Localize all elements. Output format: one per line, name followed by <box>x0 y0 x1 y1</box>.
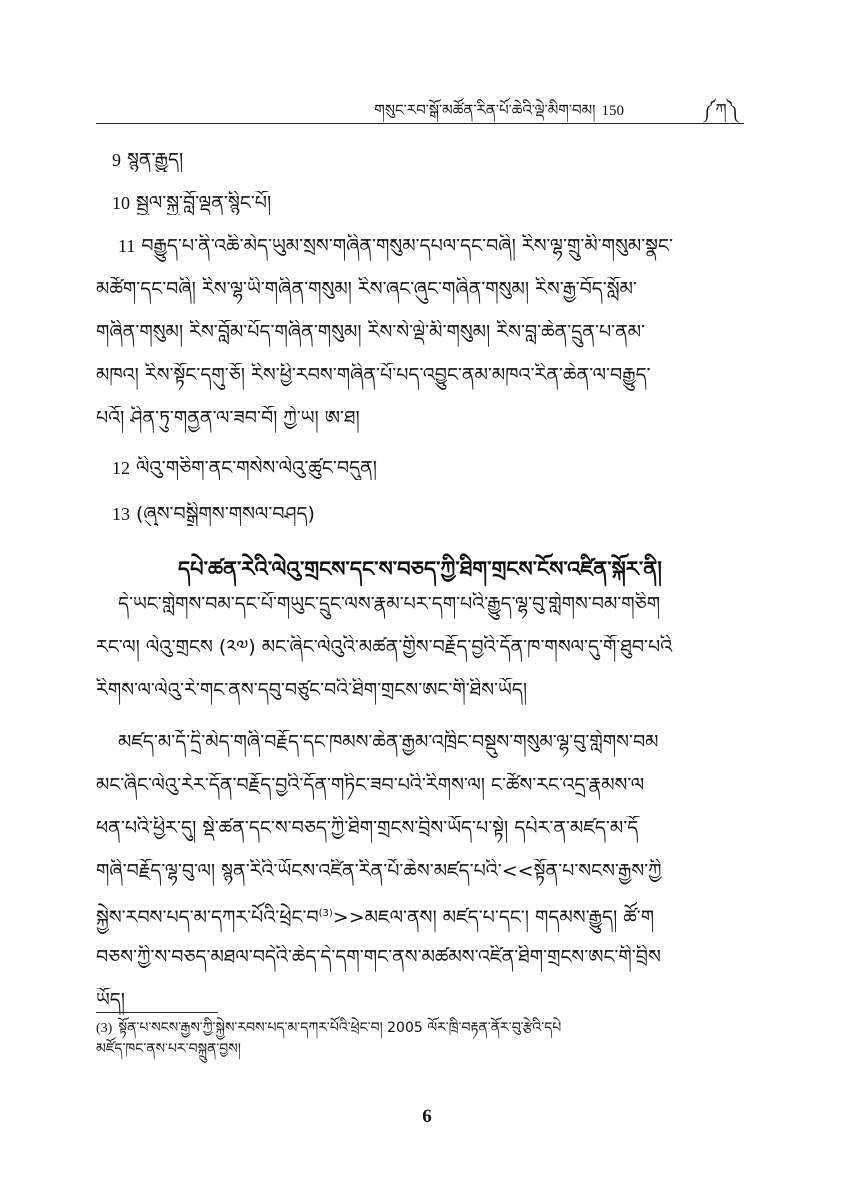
header-rule <box>96 123 744 124</box>
text-line-content: >>མཇལ་ནས། མཛད་པ་དང་། གདམས་རྒྱུད། ཚོ་ག <box>332 906 655 929</box>
text-line-content: བརྒྱུད་པ་ནི་འཆི་མེད་ཡུམ་སྲས་གཞིན་གསུམ་དཔལ་དང་བཞི། རིས་ལྷ་གྲུ་མི་གསུམ་སྣང་ <box>141 235 673 257</box>
text-line: རང་ལ། ལེའུ་གྲངས (༢༧) མང་ཞིང་ལེའུའི་མཚན་གྱིས་བརྗོད་བྱའི་དོན་ཁ་གསལ་དུ་གོ་ཐུབ་པའི <box>96 636 673 658</box>
footnote-mark: (3) <box>96 1021 113 1036</box>
header-title <box>374 94 624 136</box>
text-line <box>96 234 744 277</box>
section-heading: དཔེ་ཚན་རེའི་ལེའུ་གྲངས་དང་ས་བཅད་ཀྱི་ཐིག་གྲངས་ངོས་འཛིན་སྐོར་ནི། <box>178 557 662 581</box>
text-line: ཡོད། <box>96 989 125 1011</box>
footnote-line <box>96 1018 744 1039</box>
text-line: གཞིན་གསུམ། རིས་བློམ་པོད་གཞིན་གསུམ། རིས་སེ་ལྡེ་མི་གསུམ། རིས་བླ་ཆེན་དྲུན་པ་ནམ་ <box>96 321 646 343</box>
footnote-line: མཛོད་ཁང་ནས་པར་བསྐྲུན་བྱས། <box>96 1041 241 1057</box>
list-item-text: ལིའུ་གཅིག་ནང་གསེས་ལེའུ་ཚུང་བདུན། <box>136 457 377 479</box>
header-folio-mark: ༼ཀ༽ <box>702 100 738 119</box>
list-item-text: སྙན་རྒྱུད། <box>127 149 184 171</box>
list-item <box>112 456 377 480</box>
text-line: དེ་ཡང་གླེགས་བམ་དང་པོ་གཡུང་དྲུང་ལས་རྣམ་པར་དག་པའི་རྒྱུད་ལྷ་བུ་གླེགས་བམ་གཅིག <box>118 593 661 615</box>
list-item-text: སྦྱལ་སྐྱ་བློ་ལྡན་སྙིང་པོ། <box>136 192 272 214</box>
footnote-text: སྟོན་པ་སངས་རྒྱས་ཀྱི་སྐྱེས་རབས་པད་མ་དཀར་པོའི་ཕྲེང་བ། 2005 ལོར་ཁྲི་བརྟན་ནོར་བུ་རྩེའི་དཔེ <box>118 1020 562 1036</box>
list-item-number: 13 <box>112 504 130 524</box>
text-line: མཛད་མ་དོ་དྲི་མེད་གཞི་བརྗོད་དང་ཁམས་ཆེན་རྒྱམ་འཁྲིང་བསྡུས་གསུམ་ལྷ་བུ་གླེགས་བམ <box>118 731 659 753</box>
list-item <box>112 148 183 172</box>
list-item <box>112 191 271 215</box>
text-line-content: སྐྱེས་རབས་པད་མ་དཀར་པོའི་ཕྲེང་བ <box>96 906 319 929</box>
text-line: པའོ། ཤིན་ཏུ་གནྱན་ལ་ཟབ་བོ། ཀྱེ་ཡ། ཨ་ཐ། <box>96 407 360 429</box>
header-volume-number: 150 <box>601 103 624 119</box>
footnote-rule <box>96 1012 218 1013</box>
paragraph <box>96 730 744 1031</box>
text-line: མཚོག་དང་བཞི། རིས་ལྷ་ཡི་གཞིན་གསུམ། རིས་ཞང་ཞུང་གཞིན་གསུམ། རིས་རྒྱ་བོད་སློམ་ <box>96 278 637 300</box>
text-line: མཁའ། རིས་སྟོང་དགུ་ཅོ། རིས་ཕྱི་རབས་གཞིན་པོ་པད་འབྱུང་ནམ་མཁའ་རིན་ཆེན་ལ་བརྒྱུད་ <box>96 364 651 386</box>
text-line: ཕན་པའི་ཕྱིར་དུ། སྡེ་ཚན་དང་ས་བཅད་ཀྱི་ཐིག་གྲངས་བྲིས་ཡོད་པ་སྟེ། དཔེར་ན་མཛད་མ་དོ <box>96 817 639 839</box>
text-line <box>96 902 744 945</box>
list-item-text: (ཞུས་བསྒྲིགས་གསལ་བཤད) <box>136 503 315 525</box>
list-item-number: 10 <box>112 193 130 213</box>
text-line: གཞི་བརྗོད་ལྷ་བུ་ལ། སྙན་རིའི་ཡོངས་འཛིན་རིན་པོ་ཆེས་མཛད་པའི་<<སྟོན་པ་སངས་རྒྱས་ཀྱི <box>96 860 662 882</box>
list-item-number: 9 <box>112 150 121 170</box>
list-item-11 <box>96 234 744 449</box>
text-line: བཅས་ཀྱི་ས་བཅད་མཐལ་བདེའི་ཆེད་དེ་དག་གང་ནས་མཚམས་འཛིན་ཐིག་གྲངས་ཨང་གི་བྲིས <box>96 946 661 968</box>
text-line: མང་ཞིང་ལེའུ་རེར་དོན་བརྗོད་བྱའི་དོན་གཏིང་ཟབ་པའི་རིགས་ལ། ང་ཚོས་རང་འདྲ་རྣམས་ལ <box>96 774 645 796</box>
page-number: 6 <box>422 1106 432 1127</box>
list-item-number: 12 <box>112 458 130 478</box>
paragraph <box>96 592 744 721</box>
running-header <box>96 86 744 122</box>
footnote <box>96 1018 744 1059</box>
list-item <box>112 502 315 526</box>
footnote-reference[interactable]: (3) <box>318 908 333 919</box>
list-item-number: 11 <box>118 236 136 256</box>
text-line: རིགས་ལ་ལེའུ་རེ་གང་ནས་དབུ་བཙུང་བའི་ཐིག་གྲངས་ཨང་གི་ཐིས་ཡོད། <box>96 679 528 701</box>
header-title-text: གསུང་རབ་སྒོ་མཚོན་རིན་པོ་ཆེའི་ལྡེ་མིག་བམ། <box>374 101 596 119</box>
header-folio-letter: ཀ <box>715 100 727 119</box>
